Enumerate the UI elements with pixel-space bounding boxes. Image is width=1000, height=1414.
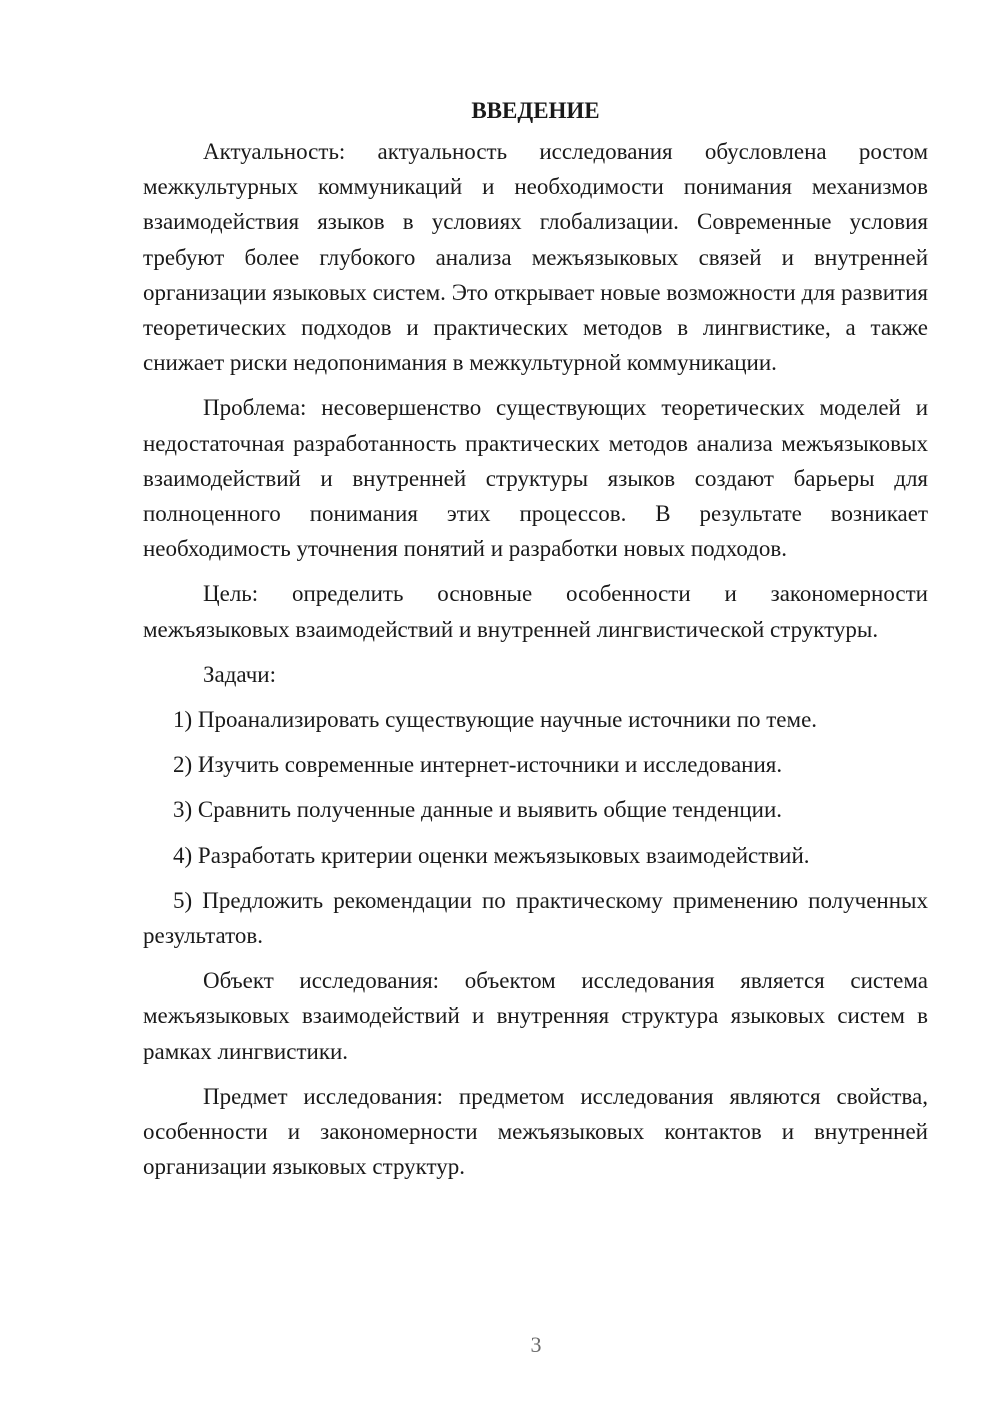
task-item-2: 2) Изучить современные интернет-источники и исследования.	[173, 752, 783, 778]
object-paragraph: Объект исследования: объектом исследования является система межъязыковых взаимодействий и внутренняя структура языковых систем в рамках лингвистики.	[143, 968, 928, 1064]
task-item-3: 3) Сравнить полученные данные и выявить общие тенденции.	[173, 797, 783, 823]
tasks-label: Задачи:	[203, 661, 276, 687]
task-item-5: 5) Предложить рекомендации по практическому применению полученных результатов.	[143, 887, 928, 949]
subject-paragraph: Предмет исследования: предметом исследования являются свойства, особенности и закономерности межъязыковых контактов и внутренней организации языковых структур.	[143, 1083, 928, 1180]
page-number: 3	[530, 1332, 542, 1357]
task-item-4: 4) Разработать критерии оценки межъязыковых взаимодействий.	[173, 842, 810, 868]
page-content	[143, 93, 928, 1194]
relevance-paragraph: Актуальность: актуальность исследования обусловлена ростом межкультурных коммуникаций и необходимости понимания механизмов взаимодействия языков в условиях глобализации. Современные условия требуют более глубокого анализа межъязыковых связей и внутренней организации языковых систем. Это открывает новые возможности для развития теоретических подходов и практических методов в лингвистике, а также снижает риски недопонимания в межкультурной коммуникации.	[143, 139, 928, 376]
goal-paragraph: Цель: определить основные особенности и закономерности межъязыковых взаимодействий и внутренней лингвистической структуры.	[143, 581, 928, 642]
task-item-1: 1) Проанализировать существующие научные источники по теме.	[173, 707, 818, 733]
problem-paragraph: Проблема: несовершенство существующих теоретических моделей и недостаточная разработанность практических методов анализа межъязыковых взаимодействий и внутренней структуры языков создают барьеры для полноценного понимания этих процессов. В результате возникает необходимость уточнения понятий и разработки новых подходов.	[143, 395, 928, 562]
section-heading: ВВЕДЕНИЕ	[471, 98, 600, 123]
